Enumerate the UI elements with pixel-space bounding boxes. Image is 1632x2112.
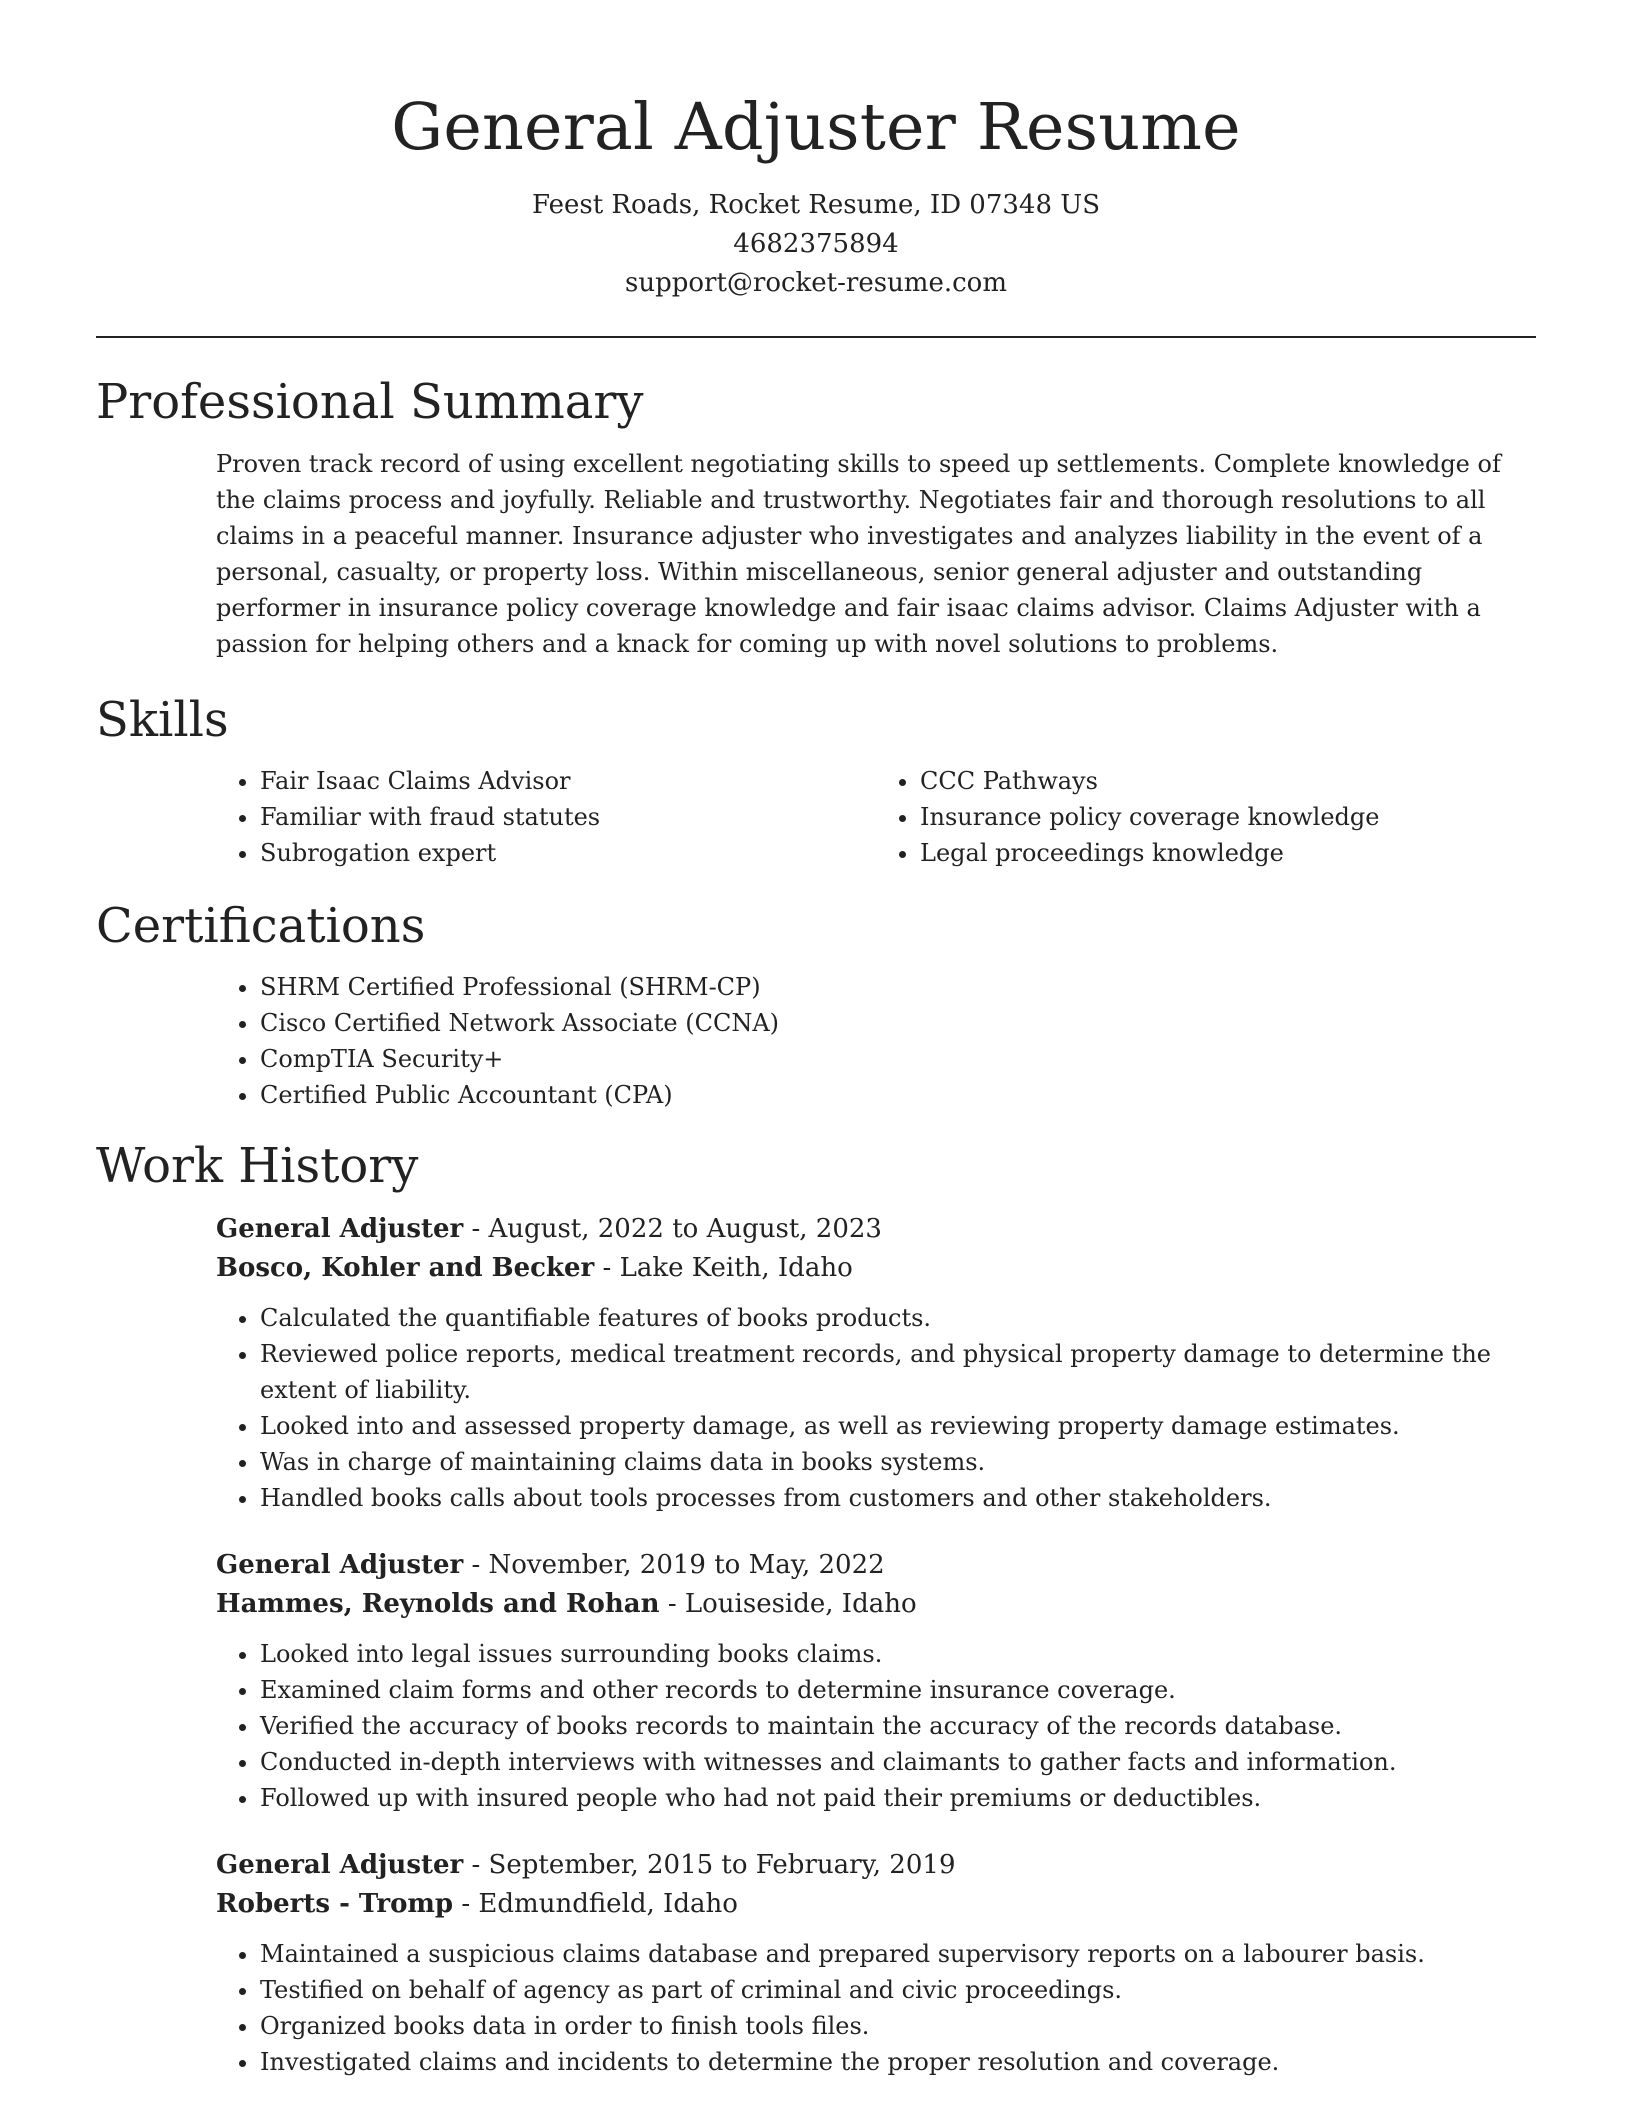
work-history-heading: Work History [96,1138,419,1194]
skills-section [96,690,1536,871]
job-bullet: • Looked into and assessed property damage, as well as reviewing property damage estimates. [260,1408,1536,1444]
job-bullet-list [216,1300,1536,1516]
certifications-section [96,896,1536,1113]
job-bullet: • Investigated claims and incidents to determine the proper resolution and coverage. [260,2044,1536,2080]
skill-item: • Insurance policy coverage knowledge [920,799,1536,835]
contact-block [96,186,1536,303]
work-history-section [96,1136,1536,2080]
job-title-line [216,1546,1536,1585]
job-bullet: • Examined claim forms and other records to determine insurance coverage. [260,1672,1536,1708]
skill-item: • Fair Isaac Claims Advisor [260,763,876,799]
job-bullet: • Handled books calls about tools processes from customers and other stakeholders. [260,1480,1536,1516]
job-title-line [216,1846,1536,1885]
job-company: Roberts - Tromp [216,1889,454,1919]
job-dates: - November, 2019 to May, 2022 [463,1550,885,1580]
job-company-line [216,1585,1536,1624]
skills-columns [216,763,1536,871]
summary-section [96,372,1536,662]
certification-item: • SHRM Certified Professional (SHRM-CP) [260,969,1536,1005]
skills-right-column [876,763,1536,871]
certifications-heading: Certifications [96,898,426,954]
job-bullet-list [216,1936,1536,2080]
job-entry [216,1546,1536,1816]
certification-item: • Cisco Certified Network Associate (CCNA) [260,1005,1536,1041]
certifications-list [216,969,1536,1113]
skill-item: • Subrogation expert [260,835,876,871]
email-text: support@rocket-resume.com [624,268,1007,298]
address-text: Feest Roads, Rocket Resume, ID 07348 US [531,190,1101,220]
phone-text: 4682375894 [733,229,899,259]
skills-left-column [216,763,876,871]
job-company-line [216,1885,1536,1924]
job-bullet: • Calculated the quantifiable features of books products. [260,1300,1536,1336]
certification-item: • CompTIA Security+ [260,1041,1536,1077]
resume-title: General Adjuster Resume [391,90,1241,165]
job-title: General Adjuster [216,1550,464,1580]
job-bullet: • Conducted in-depth interviews with witnesses and claimants to gather facts and information. [260,1744,1536,1780]
job-title: General Adjuster [216,1214,464,1244]
job-bullet: • Organized books data in order to finish tools files. [260,2008,1536,2044]
skill-item: • CCC Pathways [920,763,1536,799]
certification-item: • Certified Public Accountant (CPA) [260,1077,1536,1113]
job-location: - Edmundfield, Idaho [453,1889,738,1919]
resume-page [96,0,1536,2080]
header-divider [96,336,1536,338]
job-bullet: • Verified the accuracy of books records to maintain the accuracy of the records database. [260,1708,1536,1744]
job-company-line [216,1249,1536,1288]
skill-item: • Familiar with fraud statutes [260,799,876,835]
skills-heading: Skills [96,692,229,748]
job-bullet: • Reviewed police reports, medical treatment records, and physical property damage to determine the extent of liability. [260,1336,1536,1408]
summary-text: Proven track record of using excellent negotiating skills to speed up settlements. Complete knowledge of the claims process and joyfully. Reliable and trustworthy. Negotiates fair and thorough resolutions to all claims in a peaceful manner. Insurance adjuster who investigates and analyzes liability in the event of a personal, casualty, or property loss. Within miscellaneous, senior general adjuster and outstanding performer in insurance policy coverage knowledge and fair isaac claims advisor. Claims Adjuster with a passion for helping others and a knack for coming up with novel solutions to problems. [216,450,1501,658]
job-location: - Louiseside, Idaho [659,1589,917,1619]
job-bullet: • Maintained a suspicious claims database and prepared supervisory reports on a labourer basis. [260,1936,1536,1972]
job-bullet: • Followed up with insured people who had not paid their premiums or deductibles. [260,1780,1536,1816]
job-location: - Lake Keith, Idaho [594,1253,853,1283]
job-company: Bosco, Kohler and Becker [216,1253,595,1283]
job-entry [216,1846,1536,2080]
skill-item: • Legal proceedings knowledge [920,835,1536,871]
job-title-line [216,1210,1536,1249]
job-dates: - August, 2022 to August, 2023 [463,1214,882,1244]
job-bullet: • Looked into legal issues surrounding books claims. [260,1636,1536,1672]
job-entry [216,1210,1536,1516]
job-bullet: • Was in charge of maintaining claims data in books systems. [260,1444,1536,1480]
job-company: Hammes, Reynolds and Rohan [216,1589,660,1619]
job-bullet: • Testified on behalf of agency as part of criminal and civic proceedings. [260,1972,1536,2008]
job-title: General Adjuster [216,1850,464,1880]
job-dates: - September, 2015 to February, 2019 [463,1850,956,1880]
job-bullet-list [216,1636,1536,1816]
summary-heading: Professional Summary [96,374,644,430]
